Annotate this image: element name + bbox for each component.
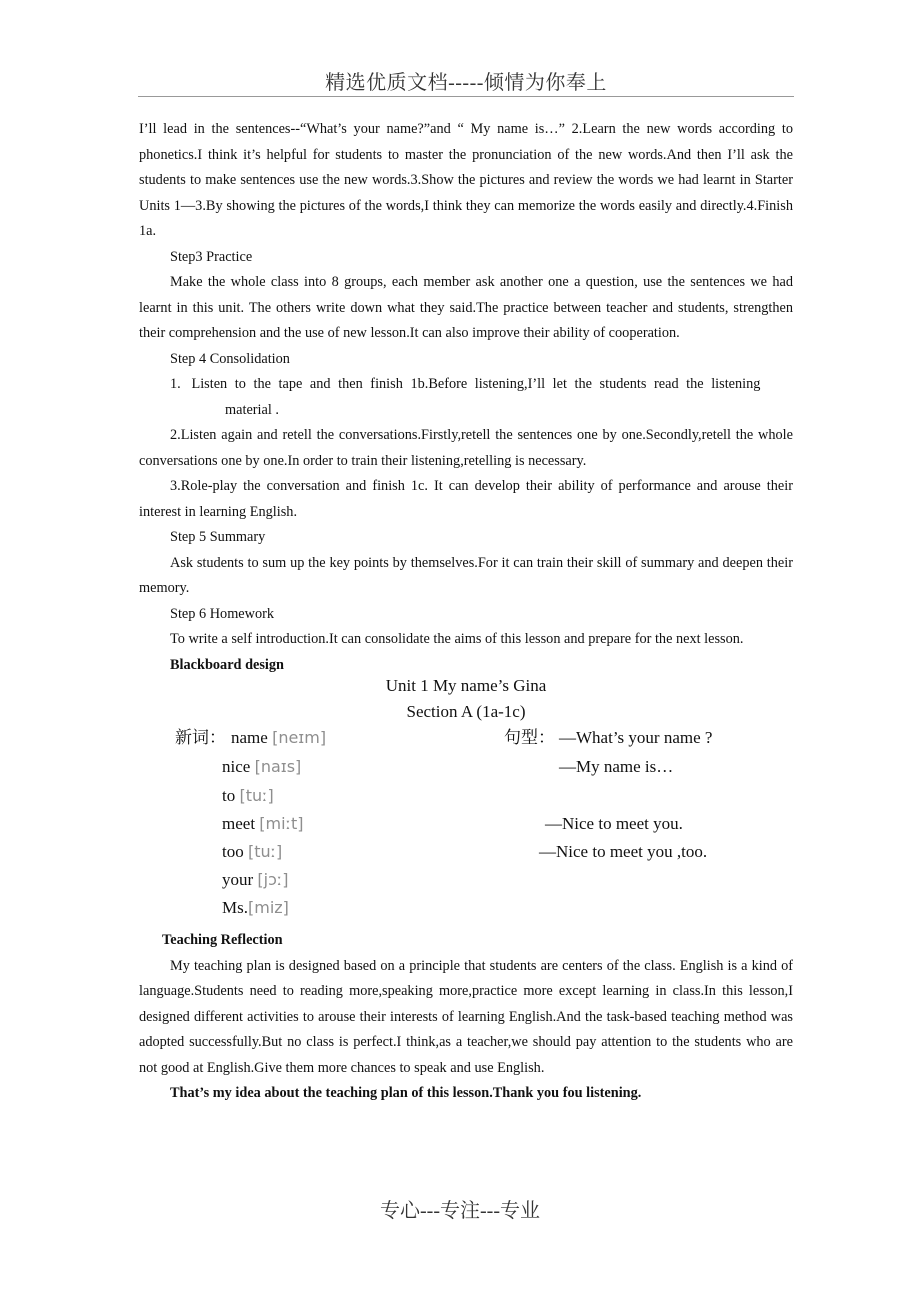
sentences-label: 句型： — [504, 728, 555, 747]
word-row — [222, 838, 282, 866]
paragraph-retell: 2.Listen again and retell the conversations.Firstly,retell the sentences one by one.Secondly,retell the whole conversations one by one.In order to train their listening,retelling is necessary. — [139, 427, 793, 469]
word-row — [231, 724, 326, 752]
blackboard-unit-title: Unit 1 My name’s Gina — [385, 676, 547, 695]
word: your — [222, 870, 254, 889]
word: to — [222, 786, 236, 805]
word-phonetic: [tuː] — [239, 786, 274, 805]
word-phonetic: [naɪs] — [254, 757, 302, 776]
blackboard-section-title: Section A (1a-1c) — [406, 702, 526, 721]
reflection-heading: Teaching Reflection — [162, 932, 283, 948]
reflection-text: My teaching plan is designed based on a principle that students are centers of the class. English is a kind of language.Students need to reading more,speaking more,practice more except learning in class.In this lesson,I designed different activities to arouse their interests of learning English.And the task-based teaching method was adopted successfully.But no class is perfect.I think,as a teacher,we should pay attention to the students who are not good at English.Give them more chances to speak and use English. — [139, 957, 793, 1076]
word: meet — [222, 814, 256, 833]
sentence-pattern: —What’s your name ? — [559, 728, 713, 747]
word-phonetic: [tuː] — [247, 842, 283, 861]
sentence-pattern: —Nice to meet you ,too. — [539, 842, 708, 861]
consolidation-item-1 — [139, 372, 793, 423]
paragraph-homework: To write a self introduction.It can consolidate the aims of this lesson and prepare for the next lesson. — [170, 631, 744, 647]
word-row — [222, 782, 274, 810]
word-row — [222, 894, 289, 922]
word-row — [222, 866, 289, 894]
paragraph-role-play: 3.Role-play the conversation and finish 1c. It can develop their ability of performance and arouse their interest in learning English. — [139, 478, 793, 520]
paragraph-lead-in: I’ll lead in the sentences--“What’s your name?”and “ My name is…” 2.Learn the new words according to phonetics.I think it’s helpful for students to master the pronunciation of the new words.And then I’ll ask the students to make sentences use the new words.3.Show the pictures and review the words we had learnt in Starter Units 1—3.By showing the pictures of the words,I think they can memorize the words easily and directly.4.Finish 1a. — [139, 121, 793, 239]
word-phonetic: [miz] — [247, 898, 289, 917]
page-footer: 专心---专注---专业 — [380, 1200, 540, 1222]
list-number: 1. — [170, 376, 181, 392]
paragraph-practice: Make the whole class into 8 groups, each member ask another one a question, use the sentences we had learnt in this unit. The others write down what they said.The practice between teacher and students, strengthen their comprehension and the use of new lesson.It can also improve their ability of cooperation. — [139, 274, 793, 341]
blackboard-heading: Blackboard design — [170, 656, 285, 673]
word: name — [231, 728, 268, 747]
words-label: 新词： — [175, 728, 226, 747]
list-text-continued: material . — [225, 401, 279, 418]
word-row — [222, 753, 301, 781]
list-text: Listen to the tape and then finish 1b.Before listening,I’ll let the students read the listening — [191, 376, 761, 392]
word-phonetic: [jɔː] — [257, 870, 289, 889]
word: too — [222, 842, 244, 861]
step3-heading: Step3 Practice — [170, 248, 253, 265]
teaching-reflection — [139, 928, 793, 1107]
sentence-pattern: —Nice to meet you. — [545, 814, 683, 833]
word: nice — [222, 757, 251, 776]
header-divider — [138, 96, 794, 97]
word: Ms. — [222, 898, 248, 917]
document-body — [139, 117, 793, 678]
word-row — [222, 810, 303, 838]
page-header: 精选优质文档-----倾情为你奉上 — [325, 72, 607, 94]
step4-heading: Step 4 Consolidation — [170, 350, 290, 367]
word-phonetic: [neɪm] — [272, 728, 327, 747]
word-phonetic: [miːt] — [259, 814, 304, 833]
step6-heading: Step 6 Homework — [170, 605, 275, 622]
paragraph-summary: Ask students to sum up the key points by themselves.For it can train their skill of summary and deepen their memory. — [139, 554, 793, 596]
step5-heading: Step 5 Summary — [170, 529, 266, 545]
closing-line: That’s my idea about the teaching plan of this lesson.Thank you fou listening. — [170, 1085, 642, 1101]
sentence-pattern: —My name is… — [559, 757, 674, 776]
